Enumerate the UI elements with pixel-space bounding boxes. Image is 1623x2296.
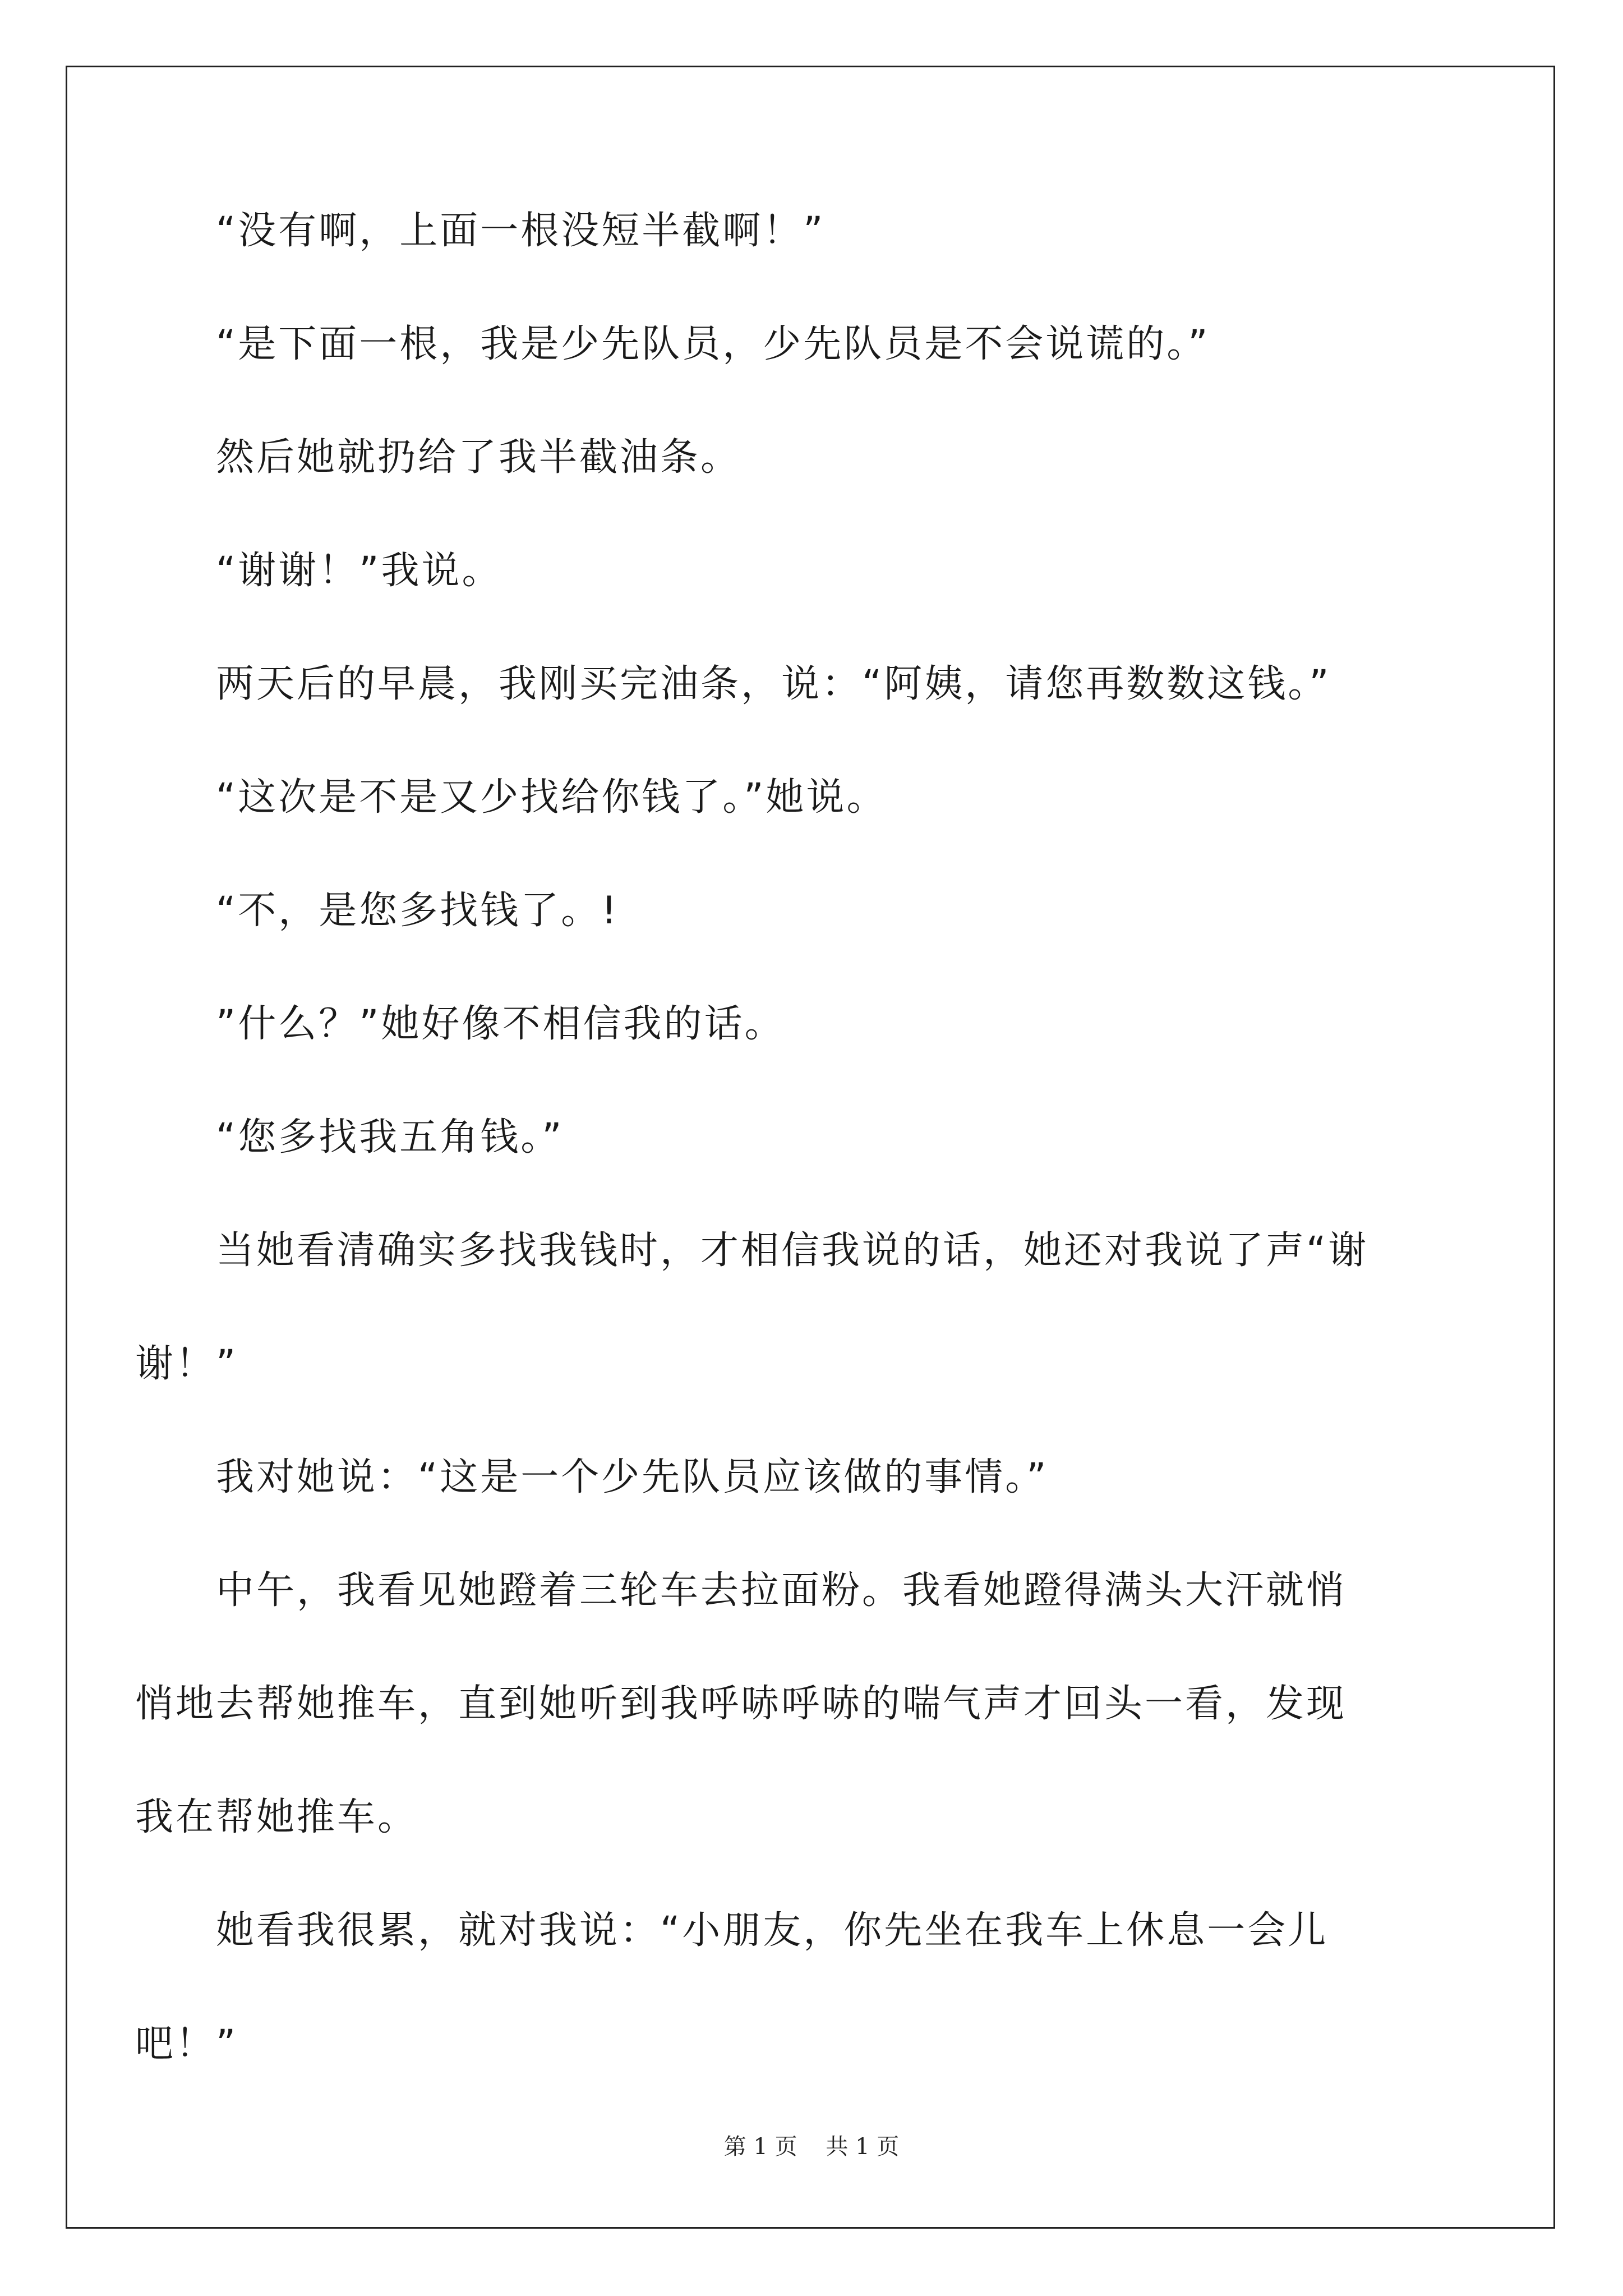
- paragraph-line: “是下面一根，我是少先队员，少先队员是不会说谎的。”: [216, 322, 1210, 366]
- paragraph-line: “不，是您多找钱了。!: [216, 889, 619, 933]
- paragraph-line: 吧！”: [135, 2022, 238, 2066]
- paragraph-line: “您多找我五角钱。”: [216, 1115, 564, 1159]
- paragraph-line: 谢！”: [135, 1342, 238, 1386]
- paragraph-line: ”什么？”她好像不相信我的话。: [216, 1002, 785, 1046]
- page-number: 第 1 页 共 1 页: [723, 2134, 900, 2160]
- paragraph-line: 悄地去帮她推车，直到她听到我呼哧呼哧的喘气声才回头一看，发现: [135, 1682, 1347, 1726]
- paragraph-line: 然后她就扔给了我半截油条。: [216, 435, 741, 480]
- paragraph-line: 她看我很累，就对我说：“小朋友，你先坐在我车上休息一会儿: [216, 1908, 1329, 1953]
- paragraph-line: 我在帮她推车。: [135, 1795, 418, 1839]
- paragraph-line: “谢谢！”我说。: [216, 549, 502, 593]
- paragraph-line: 中午，我看见她蹬着三轮车去拉面粉。我看她蹬得满头大汗就悄: [216, 1568, 1347, 1613]
- paragraph-line: “这次是不是又少找给你钱了。”她说。: [216, 775, 887, 820]
- paragraph-line: 当她看清确实多找我钱时，才相信我说的话，她还对我说了声“谢: [216, 1228, 1369, 1273]
- paragraph-line: 两天后的早晨，我刚买完油条，说：“阿姨，请您再数数这钱。”: [216, 662, 1331, 706]
- paragraph-line: 我对她说：“这是一个少先队员应该做的事情。”: [216, 1455, 1049, 1499]
- paragraph-line: “没有啊，上面一根没短半截啊！”: [216, 209, 826, 253]
